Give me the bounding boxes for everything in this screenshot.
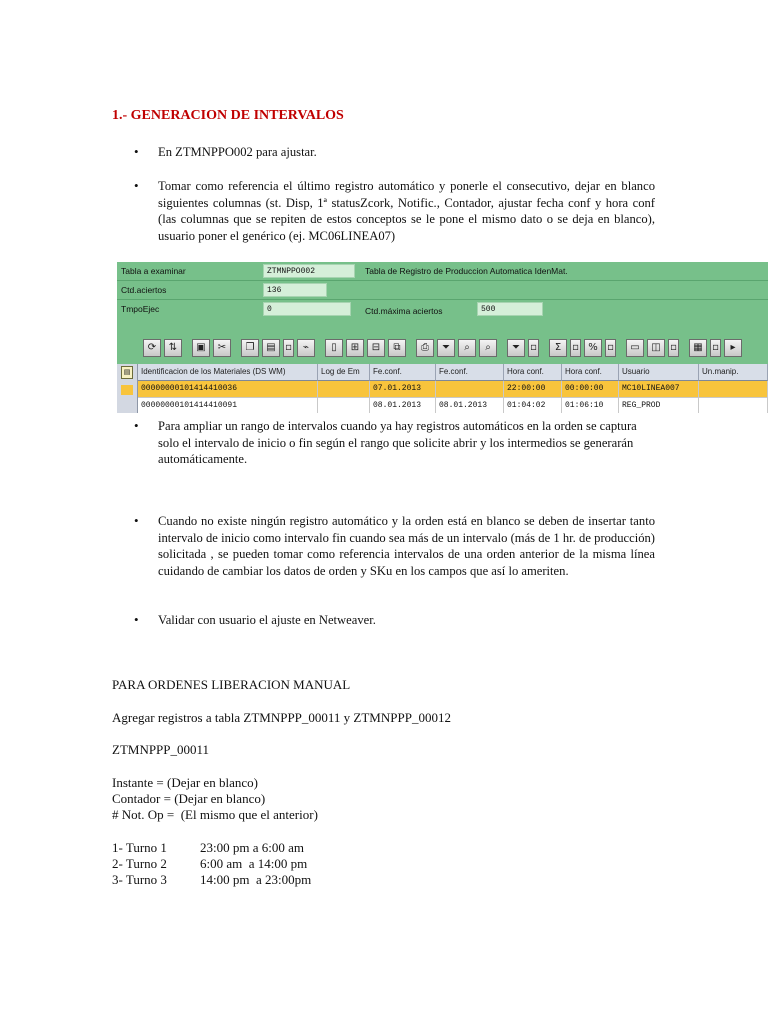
table-name-field[interactable]: ZTMNPPO002 bbox=[263, 264, 355, 278]
manual-table-name: ZTMNPPP_00011 bbox=[112, 742, 210, 757]
row-selected-marker bbox=[121, 385, 133, 395]
delete-row-icon[interactable]: ⊟ bbox=[367, 339, 385, 357]
turno-name: 2- Turno 2 bbox=[112, 856, 167, 871]
cut-icon[interactable]: ✂ bbox=[213, 339, 231, 357]
table-cell[interactable]: MC10LINEA007 bbox=[619, 381, 699, 398]
bullet-marker: • bbox=[134, 178, 139, 193]
exec-time-field[interactable]: 0 bbox=[263, 302, 351, 316]
bullet-text: En ZTMNPPO002 para ajustar. bbox=[158, 145, 317, 159]
bullet-marker: • bbox=[134, 513, 139, 528]
column-header[interactable]: Un.manip. bbox=[699, 364, 768, 381]
view-small-icon[interactable]: ▫ bbox=[668, 339, 679, 357]
section-heading: 1.- GENERACION DE INTERVALOS bbox=[112, 108, 344, 123]
table-cell[interactable]: 22:00:00 bbox=[504, 381, 562, 398]
turno-name: 3- Turno 3 bbox=[112, 872, 167, 887]
table-cell[interactable]: 08.01.2013 bbox=[436, 398, 504, 413]
table-cell[interactable]: 01:04:02 bbox=[504, 398, 562, 413]
data-grid bbox=[117, 364, 768, 413]
turno-name: 1- Turno 1 bbox=[112, 840, 167, 855]
table-description: Tabla de Registro de Produccion Automatica IdenMat. bbox=[365, 266, 568, 276]
table-cell[interactable]: 01:06:10 bbox=[562, 398, 619, 413]
save-icon[interactable]: ▣ bbox=[192, 339, 210, 357]
manual-add-line: Agregar registros a tabla ZTMNPPP_00011 y ZTMNPPP_00012 bbox=[112, 710, 451, 725]
view-icon[interactable]: ◫ bbox=[647, 339, 665, 357]
subtotal-icon[interactable]: % bbox=[584, 339, 602, 357]
turno-range: 6:00 am a 14:00 pm bbox=[200, 856, 308, 871]
sap-field-row bbox=[117, 262, 768, 280]
layout-small-icon[interactable]: ▫ bbox=[710, 339, 721, 357]
rule-line: # Not. Op = (El mismo que el anterior) bbox=[112, 807, 318, 822]
table-cell[interactable]: 00000000101414410091 bbox=[138, 398, 318, 413]
turno-range: 23:00 pm a 6:00 am bbox=[200, 840, 304, 855]
insert-row-icon[interactable]: ⊞ bbox=[346, 339, 364, 357]
column-header[interactable]: Usuario bbox=[619, 364, 699, 381]
sap-table-screenshot bbox=[117, 262, 768, 413]
bullet-marker: • bbox=[134, 612, 139, 627]
bullet-text: Cuando no existe ningún registro automático y la orden está en blanco se deben de insertar tanto intervalo de inicio como intervalo fin cuando sea más de un intervalo (más de 1 hr. de producción) solicitada , se pueden tomar como referencia intervalos de una orden anterior de la misma línea cuidando de cambiar los datos de orden y SKu en los campos que así lo ameriten. bbox=[158, 514, 655, 578]
field-label: Tabla a examinar bbox=[121, 266, 186, 276]
column-header[interactable]: Hora conf. bbox=[562, 364, 619, 381]
table-cell[interactable]: 08.01.2013 bbox=[370, 398, 436, 413]
new-doc-icon[interactable]: ▯ bbox=[325, 339, 343, 357]
rule-line: Contador = (Dejar en blanco) bbox=[112, 791, 266, 806]
paste-icon[interactable]: ▤ bbox=[262, 339, 280, 357]
row-selector-column[interactable] bbox=[117, 364, 138, 413]
table-cell[interactable] bbox=[318, 381, 370, 398]
table-cell[interactable] bbox=[699, 398, 768, 413]
sap-toolbar bbox=[143, 337, 768, 359]
table-cell[interactable]: 00:00:00 bbox=[562, 381, 619, 398]
bullet-text: Para ampliar un rango de intervalos cuando ya hay registros automáticos en la orden se captura solo el intervalo de inicio o fin según el rango que solicite abrir y los intermedios se generarán automáticamente. bbox=[158, 419, 637, 466]
export-icon[interactable]: ▭ bbox=[626, 339, 644, 357]
table-cell[interactable] bbox=[318, 398, 370, 413]
more-icon[interactable]: ▸ bbox=[724, 339, 742, 357]
rule-line: Instante = (Dejar en blanco) bbox=[112, 775, 258, 790]
column-header[interactable]: Fe.conf. bbox=[370, 364, 436, 381]
sum-small-icon[interactable]: ▫ bbox=[570, 339, 581, 357]
bullet-text: Tomar como referencia el último registro automático y ponerle el consecutivo, dejar en blanco siguientes columnas (st. Disp, 1ª statusZcork, Notific., Contador, ajustar fecha conf y hora conf (las columnas que se repiten de estos conceptos se le pone el mismo dato o se deja en blanco), usuario poner el genérico (ej. MC06LINEA07) bbox=[158, 179, 655, 243]
filter-small-icon[interactable]: ▫ bbox=[528, 339, 539, 357]
copy-icon[interactable]: ❐ bbox=[241, 339, 259, 357]
link-icon[interactable]: ⌁ bbox=[297, 339, 315, 357]
print-icon[interactable]: ⎙ bbox=[416, 339, 434, 357]
table-cell[interactable] bbox=[436, 381, 504, 398]
bullet-marker: • bbox=[134, 144, 139, 159]
turno-range: 14:00 pm a 23:00pm bbox=[200, 872, 312, 887]
filter-set-icon[interactable]: ⏷ bbox=[507, 339, 525, 357]
table-cell[interactable]: REG_PROD bbox=[619, 398, 699, 413]
select-all-icon[interactable]: ▤ bbox=[121, 366, 133, 379]
table-cell[interactable]: 07.01.2013 bbox=[370, 381, 436, 398]
refresh-icon[interactable]: ⟳ bbox=[143, 339, 161, 357]
column-header[interactable]: Identificacion de los Materiales (DS WM) bbox=[138, 364, 318, 381]
field-label: Ctd.aciertos bbox=[121, 285, 167, 295]
copy-row-icon[interactable]: ⧉ bbox=[388, 339, 406, 357]
column-header[interactable]: Fe.conf. bbox=[436, 364, 504, 381]
field-label: TmpoEjec bbox=[121, 304, 160, 314]
find-next-icon[interactable]: ⌕ bbox=[479, 339, 497, 357]
sap-field-row bbox=[117, 281, 768, 299]
column-header[interactable]: Log de Em bbox=[318, 364, 370, 381]
transport-icon[interactable]: ⇅ bbox=[164, 339, 182, 357]
field-label: Ctd.máxima aciertos bbox=[365, 306, 443, 316]
bullet-text: Validar con usuario el ajuste en Netweaver. bbox=[158, 613, 376, 627]
max-hits-field[interactable]: 500 bbox=[477, 302, 543, 316]
column-header[interactable]: Hora conf. bbox=[504, 364, 562, 381]
manual-title: PARA ORDENES LIBERACION MANUAL bbox=[112, 677, 351, 692]
subtotal-small-icon[interactable]: ▫ bbox=[605, 339, 616, 357]
find-icon[interactable]: ⌕ bbox=[458, 339, 476, 357]
table-cell[interactable]: 00000000101414410036 bbox=[138, 381, 318, 398]
layout-icon[interactable]: ▦ bbox=[689, 339, 707, 357]
bullet-marker: • bbox=[134, 418, 139, 433]
sap-field-row bbox=[117, 300, 768, 318]
table-cell[interactable] bbox=[699, 381, 768, 398]
paste-small-icon[interactable]: ▫ bbox=[283, 339, 294, 357]
hits-field[interactable]: 136 bbox=[263, 283, 327, 297]
filter-icon[interactable]: ⏷ bbox=[437, 339, 455, 357]
sum-icon[interactable]: Σ bbox=[549, 339, 567, 357]
